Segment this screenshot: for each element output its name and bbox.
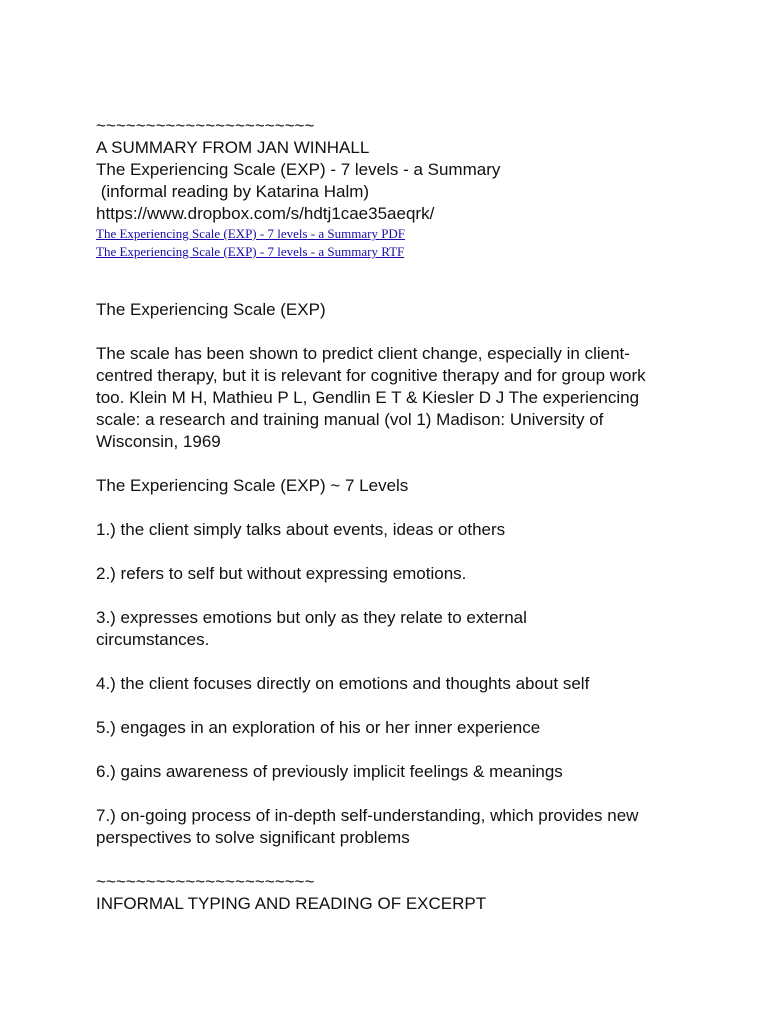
spacer bbox=[96, 261, 696, 299]
spacer bbox=[96, 321, 696, 343]
link-summary-rtf[interactable]: The Experiencing Scale (EXP) - 7 levels - a Summary RTF bbox=[96, 244, 405, 259]
reader-credit: (informal reading by Katarina Halm) bbox=[96, 182, 370, 201]
intro-heading: The Experiencing Scale (EXP) bbox=[96, 300, 326, 319]
level-item-7: 7.) on-going process of in-depth self-understanding, which provides new perspectives to solve significant problems bbox=[96, 806, 639, 847]
summary-subtitle: The Experiencing Scale (EXP) - 7 levels - a Summary bbox=[96, 160, 501, 179]
levels-heading: The Experiencing Scale (EXP) ~ 7 Levels bbox=[96, 476, 409, 495]
level-item-1: 1.) the client simply talks about events, ideas or others bbox=[96, 520, 506, 539]
level-item-5: 5.) engages in an exploration of his or her inner experience bbox=[96, 718, 541, 737]
level-item-3: 3.) expresses emotions but only as they relate to external circumstances. bbox=[96, 608, 527, 649]
spacer bbox=[96, 453, 696, 475]
bottom-divider: ~~~~~~~~~~~~~~~~~~~~~~ bbox=[96, 872, 315, 891]
level-item-6: 6.) gains awareness of previously implicit feelings & meanings bbox=[96, 762, 563, 781]
top-divider: ~~~~~~~~~~~~~~~~~~~~~~ bbox=[96, 116, 315, 135]
level-item-2: 2.) refers to self but without expressing emotions. bbox=[96, 564, 467, 583]
summary-title: A SUMMARY FROM JAN WINHALL bbox=[96, 138, 370, 157]
link-summary-pdf[interactable]: The Experiencing Scale (EXP) - 7 levels - a Summary PDF bbox=[96, 226, 406, 241]
level-item-4: 4.) the client focuses directly on emotions and thoughts about self bbox=[96, 674, 590, 693]
document-page bbox=[96, 115, 696, 915]
intro-paragraph: The scale has been shown to predict client change, especially in client-centred therapy, but it is relevant for cognitive therapy and for group work too. Klein M H, Mathieu P L, Gendlin E T & Kiesler D J The experiencing scale: a research and training manual (vol 1) Madison: University of Wisconsin, 1969 bbox=[96, 344, 646, 451]
excerpt-heading: INFORMAL TYPING AND READING OF EXCERPT bbox=[96, 894, 487, 913]
spacer bbox=[96, 497, 696, 519]
dropbox-url: https://www.dropbox.com/s/hdtj1cae35aeqrk/ bbox=[96, 204, 435, 223]
